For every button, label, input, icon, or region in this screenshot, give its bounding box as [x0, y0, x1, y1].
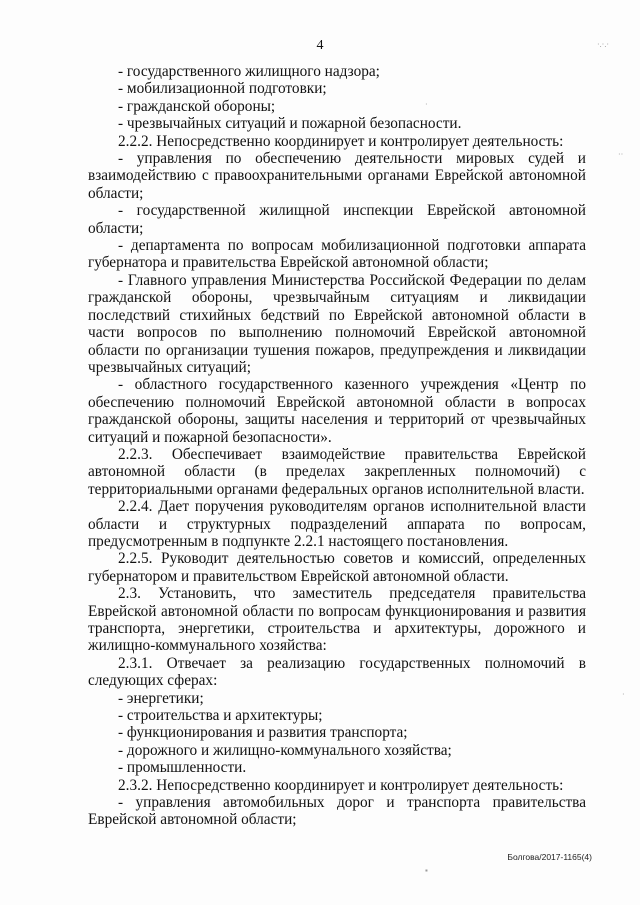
paragraph: - департамента по вопросам мобилизационной подготовки аппарата губернатора и правительства Еврейской автономной области; [88, 237, 586, 272]
paragraph: - государственного жилищного надзора; [118, 63, 380, 80]
paragraph: - промышленности. [118, 759, 247, 777]
paragraph: - гражданской обороны; [118, 97, 276, 115]
paragraph: 2.3.1. Отвечает за реализацию государственных полномочий в следующих сферах: [88, 654, 586, 690]
paragraph: - строительства и архитектуры; [118, 707, 323, 725]
paragraph: 2.3.2. Непосредственно координирует и контролирует деятельность: [118, 776, 564, 794]
paragraph: 2.2.3. Обеспечивает взаимодействие правительства Еврейской автономной области (в пределах закрепленных полномочий) с территориальными органами федеральных органов исполнительной власти. [88, 445, 586, 498]
document-body [88, 63, 586, 829]
paragraph: 2.3. Установить, что заместитель председателя правительства Еврейской автономной области по вопросам функционирования и развития транспорта, энергетики, строительства и архитектуры, дорожного и жилищно-коммунального хозяйства: [88, 585, 586, 655]
paragraph: - государственной жилищной инспекции Еврейской автономной области; [88, 202, 586, 237]
paragraph: - Главного управления Министерства Российской Федерации по делам гражданской обороны, чрезвычайным ситуациям и ликвидации последствий стихийных бедствий по Еврейской автономной области в части вопросов по выполнению полномочий Еврейской автономной области по организации тушения пожаров, предупреждения и ликвидации чрезвычайных ситуаций; [88, 271, 586, 376]
scan-artifact: ·.·.· [597, 40, 609, 49]
scan-artifact: · [425, 100, 428, 109]
page-number: 4 [316, 38, 324, 53]
scan-artifact: ·· [618, 150, 624, 159]
paragraph: - чрезвычайных ситуаций и пожарной безопасности. [118, 115, 462, 133]
paragraph: - мобилизационной подготовки; [118, 80, 327, 98]
paragraph: 2.2.4. Дает поручения руководителям органов исполнительной власти области и структурных подразделений аппарата по вопросам, предусмотренным в подпункте 2.2.1 настоящего постановления. [88, 498, 586, 550]
paragraph: 2.2.5. Руководит деятельностью советов и комиссий, определенных губернатором и правительством Еврейской автономной области. [88, 550, 586, 585]
paragraph: - областного государственного казенного учреждения «Центр по обеспечению полномочий Еврейской автономной области в вопросах гражданской обороны, защиты населения и территорий от чрезвычайных ситуаций и пожарной безопасности». [88, 376, 586, 446]
scan-artifact: ▪ [425, 866, 428, 875]
document-footer-ref: Болгова/2017-1165(4) [507, 852, 592, 862]
paragraph: - функционирования и развития транспорта; [118, 724, 408, 742]
scan-artifact: · [622, 690, 625, 699]
paragraph: - энергетики; [118, 689, 204, 707]
paragraph: 2.2.2. Непосредственно координирует и контролирует деятельность: [118, 132, 564, 150]
paragraph: - управления автомобильных дорог и транспорта правительства Еврейской автономной области; [88, 794, 586, 829]
paragraph: - управления по обеспечению деятельности мировых судей и взаимодействию с правоохранительными органами Еврейской автономной области; [88, 150, 586, 202]
paragraph: - дорожного и жилищно-коммунального хозяйства; [118, 741, 452, 759]
